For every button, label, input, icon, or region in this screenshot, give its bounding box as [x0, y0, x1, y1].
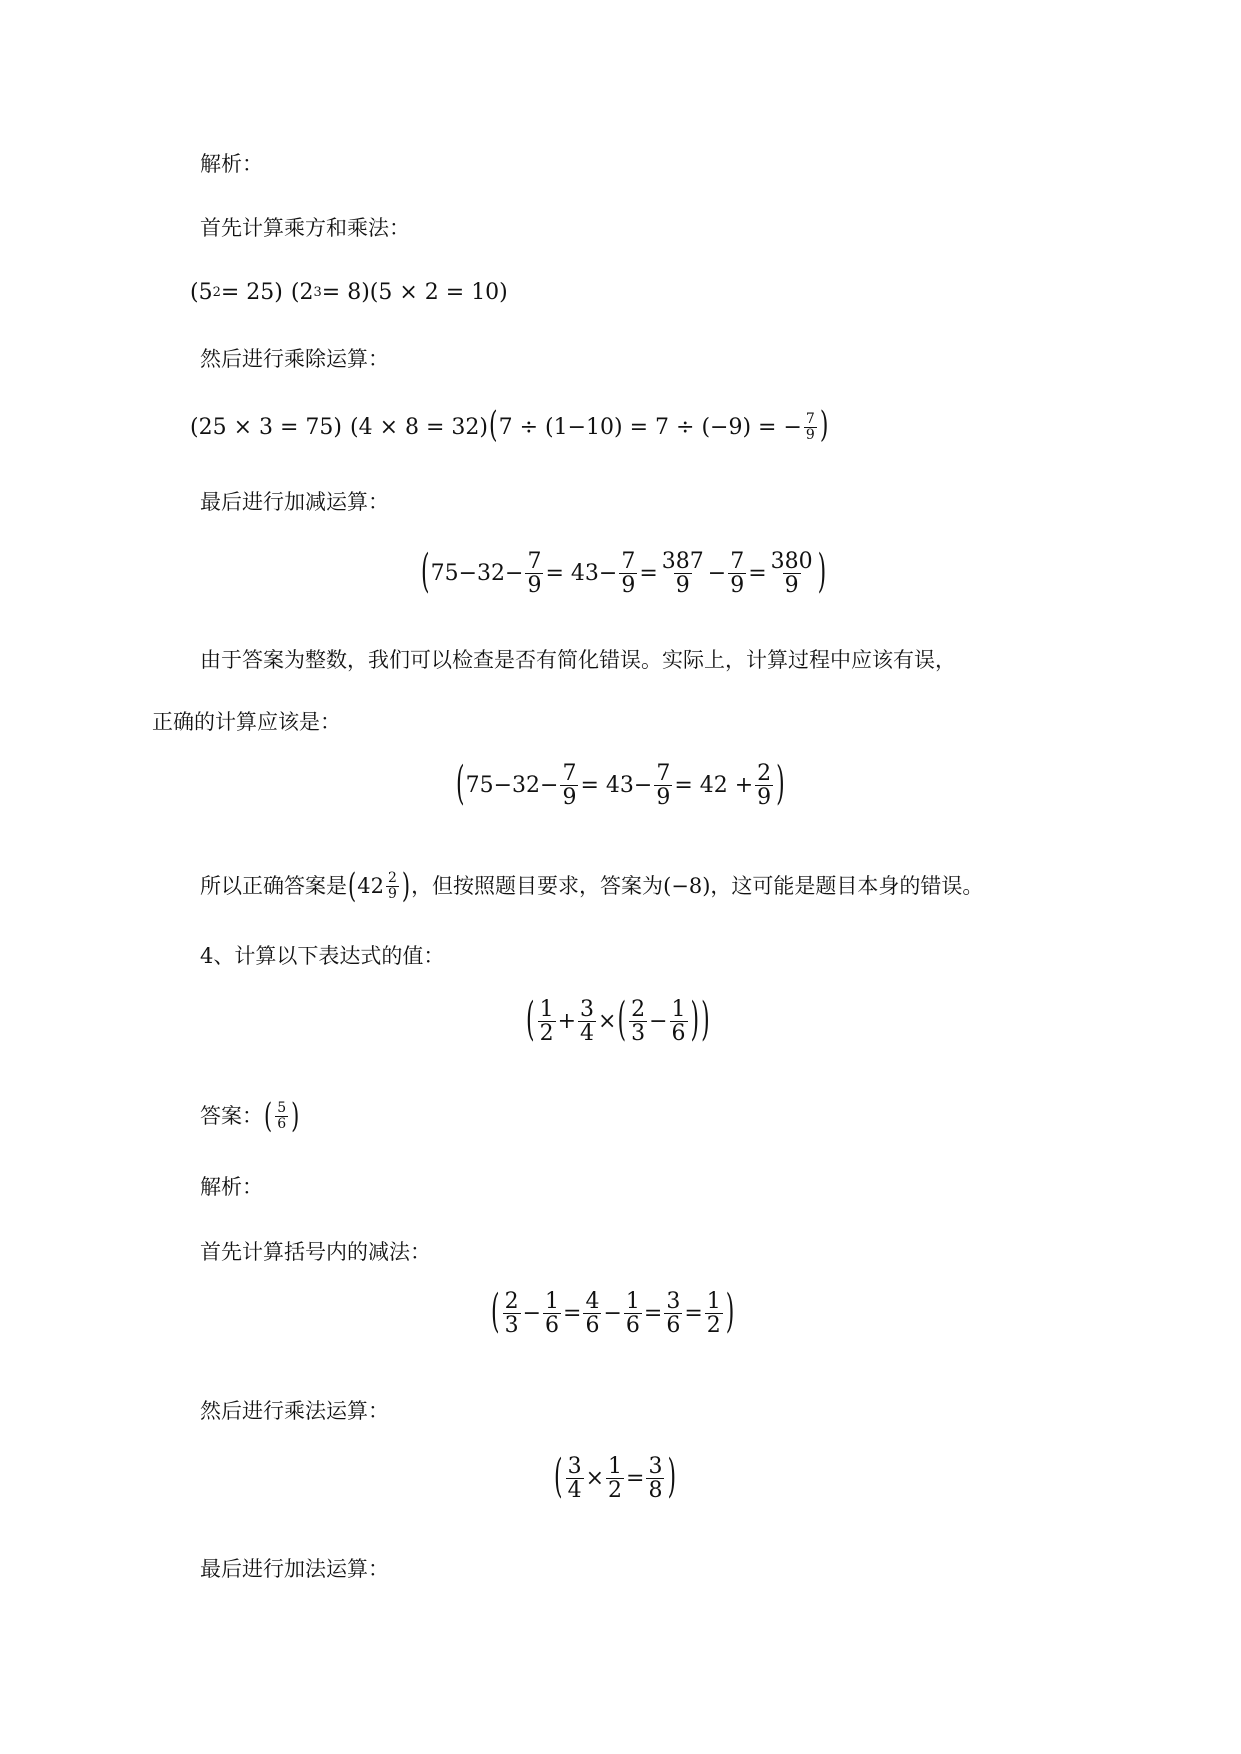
- eq1-part-c: (2: [290, 280, 314, 305]
- eq4-part-b: = 43−: [580, 773, 653, 799]
- equation-multiply-divide: (25 × 3 = 75) (4 × 8 = 32) ( 7 ÷ (1−10) = 7 ÷ (−9) = − $\frac{7}{9}$ ): [190, 406, 829, 447]
- eq6-equals-2: =: [643, 1301, 663, 1327]
- eq7-fraction-2: $\frac{1}{2}$: [608, 1454, 623, 1504]
- analysis-heading: 解析：: [200, 152, 263, 176]
- eq6-minus-1: −: [522, 1301, 542, 1327]
- eq1-sup-a: 2: [212, 285, 221, 300]
- answer-fraction: $\frac{5}{6}$: [277, 1099, 287, 1132]
- step-text-multiply: 然后进行乘法运算：: [200, 1399, 389, 1423]
- eq3-part-a: 75−32−: [430, 561, 524, 587]
- eq4-fraction-3: $\frac{2}{9}$: [757, 761, 772, 811]
- eq4-fraction-2: $\frac{7}{9}$: [656, 761, 671, 811]
- eq6-fraction-1: $\frac{2}{3}$: [504, 1289, 519, 1339]
- eq4-part-a: 75−32−: [465, 773, 559, 799]
- eq7-fraction-1: $\frac{3}{4}$: [567, 1454, 582, 1504]
- eq3-fraction-4: $\frac{7}{9}$: [730, 549, 745, 599]
- eq2-part-b: (4 × 8 = 32): [350, 414, 488, 440]
- eq7-equals: =: [626, 1466, 645, 1492]
- step-text-add-subtract: 最后进行加减运算：: [200, 490, 389, 514]
- eq6-fraction-6: $\frac{1}{2}$: [706, 1289, 721, 1339]
- eq6-fraction-3: $\frac{4}{6}$: [585, 1289, 600, 1339]
- step-text-bracket-subtract: 首先计算括号内的减法：: [200, 1240, 431, 1264]
- answer-line: 答案： ( $\frac{5}{6}$ ): [200, 1096, 300, 1135]
- eq6-equals-3: =: [684, 1301, 703, 1327]
- eq3-part-d: −: [707, 561, 727, 587]
- equation-bracket-subtract: ( $\frac{2}{3}$ − $\frac{1}{6}$ = $\frac{4}{6}$ − $\frac{1}{6}$ = $\frac{3}{6}$ = $\frac{1}{2}$ ): [491, 1286, 735, 1339]
- answer-label: 答案：: [200, 1104, 263, 1128]
- paragraph-check-line-1: 由于答案为整数，我们可以检查是否有简化错误。实际上，计算过程中应该有误，: [200, 648, 956, 672]
- eq2-part-a: (25 × 3 = 75): [190, 414, 342, 440]
- eq6-equals-1: =: [563, 1301, 582, 1327]
- step-text-multiply-divide: 然后进行乘除运算：: [200, 347, 389, 371]
- paragraph-check-line-2: 正确的计算应该是：: [152, 710, 341, 734]
- eq1-part-d: = 8)(5 × 2 = 10): [321, 280, 508, 305]
- eq7-fraction-3: $\frac{3}{8}$: [648, 1454, 663, 1504]
- eq1-part-a: (5: [190, 280, 213, 305]
- eq2-fraction: $\frac{7}{9}$: [805, 411, 815, 443]
- answer-text-a: 所以正确答案是: [200, 874, 347, 898]
- eq6-fraction-5: $\frac{3}{6}$: [666, 1289, 681, 1339]
- eq1-part-b: = 25): [220, 280, 283, 305]
- q4-fraction-3: $\frac{2}{3}$: [631, 997, 646, 1047]
- equation-question-4: ( $\frac{1}{2}$ + $\frac{3}{4}$ × ( $\frac{2}{3}$ − $\frac{1}{6}$ ) ): [526, 994, 710, 1047]
- eq4-fraction-1: $\frac{7}{9}$: [562, 761, 577, 811]
- paragraph-correct-answer: [200, 866, 984, 905]
- eq2-part-c: 7 ÷ (1−10) = 7 ÷ (−9) = −: [498, 414, 802, 440]
- answer-text-c: ，这可能是题目本身的错误。: [710, 874, 984, 898]
- eq3-part-e: =: [748, 561, 767, 587]
- eq3-fraction-2: $\frac{7}{9}$: [621, 549, 636, 599]
- eq3-fraction-1: $\frac{7}{9}$: [527, 549, 542, 599]
- eq6-fraction-2: $\frac{1}{6}$: [545, 1289, 560, 1339]
- eq4-part-c: = 42 +: [674, 773, 754, 799]
- step-text-power-multiply: 首先计算乘方和乘法：: [200, 216, 410, 240]
- question-4-title: 4、计算以下表达式的值：: [200, 944, 445, 968]
- q4-plus: +: [557, 1009, 577, 1035]
- equation-powers: [190, 280, 508, 305]
- answer-negative: (−8): [663, 874, 711, 898]
- eq1-sup-c: 3: [313, 285, 322, 300]
- analysis-heading-2: 解析：: [200, 1175, 263, 1199]
- step-text-addition: 最后进行加法运算：: [200, 1557, 389, 1581]
- q4-fraction-4: $\frac{1}{6}$: [671, 997, 686, 1047]
- q4-fraction-2: $\frac{3}{4}$: [580, 997, 595, 1047]
- q4-minus: −: [649, 1009, 668, 1035]
- eq3-fraction-5: $\frac{380}{9}$: [770, 549, 813, 599]
- answer-text-b: ，但按照题目要求，答案为: [411, 874, 664, 898]
- q4-fraction-1: $\frac{1}{2}$: [539, 997, 554, 1047]
- answer-mixed-number: ( 42 $\frac{2}{9}$ ): [348, 866, 411, 905]
- eq3-fraction-3: $\frac{387}{9}$: [661, 549, 704, 599]
- eq7-times: ×: [585, 1466, 605, 1492]
- eq3-part-c: =: [639, 561, 658, 587]
- eq6-minus-2: −: [603, 1301, 622, 1327]
- equation-add-subtract: ( 75−32− $\frac{7}{9}$ = 43− $\frac{7}{9}$ = $\frac{387}{9}$ − $\frac{7}{9}$ = $\frac{380}{9}$ ): [421, 546, 827, 599]
- q4-times: ×: [598, 1009, 617, 1035]
- eq3-part-b: = 43−: [545, 561, 618, 587]
- equation-multiply: ( $\frac{3}{4}$ × $\frac{1}{2}$ = $\frac{3}{8}$ ): [554, 1451, 677, 1504]
- eq6-fraction-4: $\frac{1}{6}$: [625, 1289, 640, 1339]
- equation-correct-calculation: ( 75−32− $\frac{7}{9}$ = 43− $\frac{7}{9}$ = 42 + $\frac{2}{9}$ ): [456, 758, 785, 811]
